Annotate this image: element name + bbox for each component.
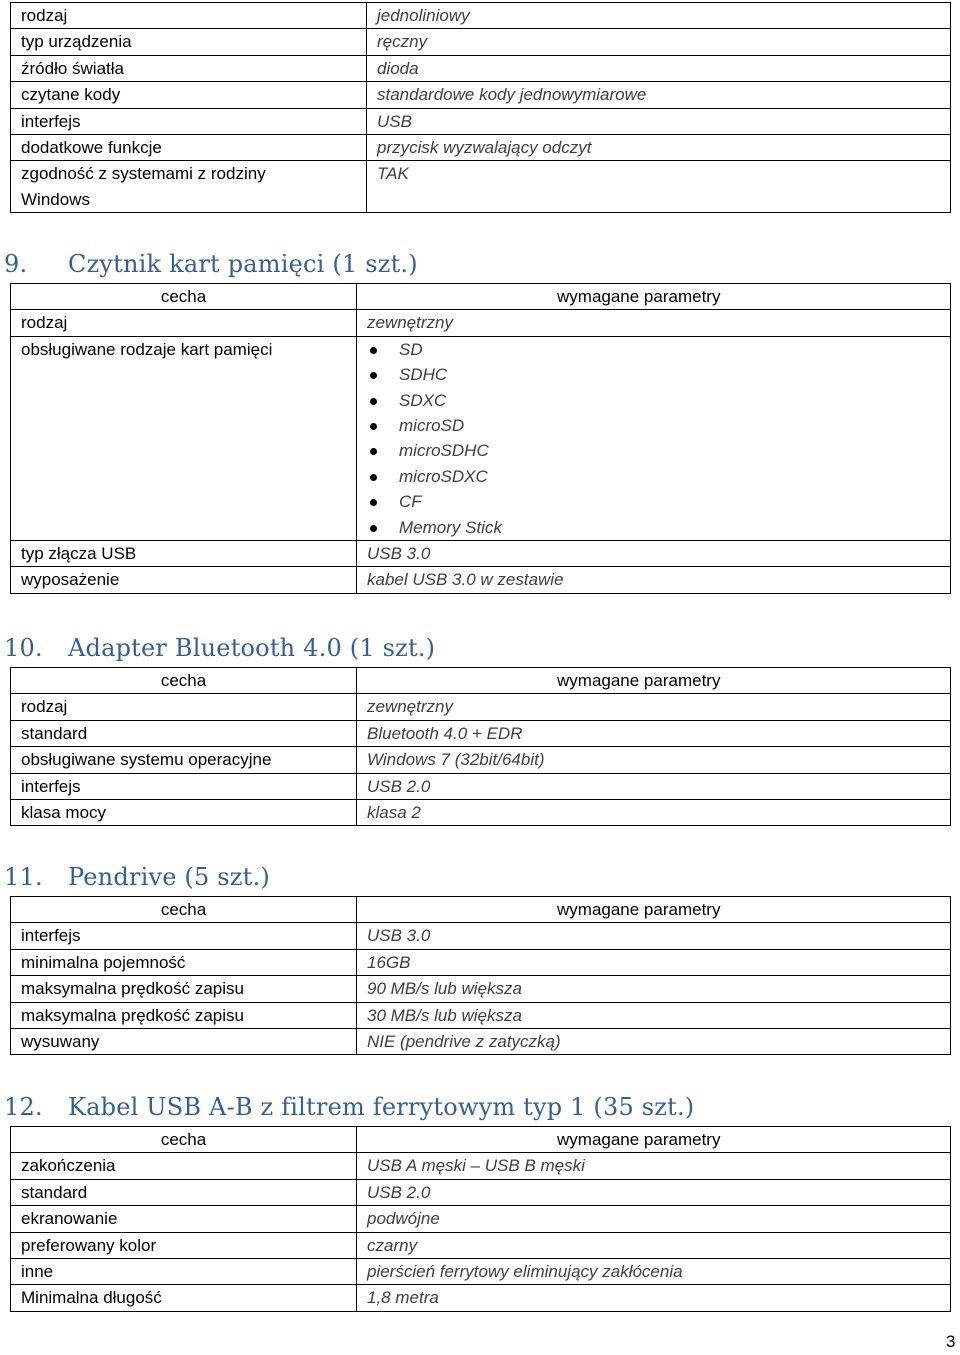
row-value: przycisk wyzwalający odczyt xyxy=(367,135,951,161)
section-number: 9. xyxy=(4,250,28,278)
row-label: standard xyxy=(11,720,357,746)
row-value: pierścień ferrytowy eliminujący zakłócenia xyxy=(357,1259,951,1285)
row-value: standardowe kody jednowymiarowe xyxy=(367,82,951,108)
row-value: zewnętrzny xyxy=(357,310,951,336)
table-header-row xyxy=(11,1127,951,1153)
table-row xyxy=(11,1206,951,1232)
row-label: czytane kody xyxy=(11,82,367,108)
row-label: ekranowanie xyxy=(11,1206,357,1232)
row-label: interfejs xyxy=(11,108,367,134)
row-value-list xyxy=(357,336,951,540)
row-value: USB xyxy=(367,108,951,134)
table-row xyxy=(11,135,951,161)
row-label: preferowany kolor xyxy=(11,1232,357,1258)
usb-cable-table xyxy=(10,1126,951,1312)
row-label: typ złącza USB xyxy=(11,540,357,566)
row-value: TAK xyxy=(367,161,951,213)
table-row xyxy=(11,540,951,566)
row-value: NIE (pendrive z zatyczką) xyxy=(357,1029,951,1055)
table-row xyxy=(11,310,951,336)
table-row xyxy=(11,1153,951,1179)
top-spec-table xyxy=(10,2,951,213)
header-parametry: wymagane parametry xyxy=(357,284,951,310)
row-value: ręczny xyxy=(367,29,951,55)
table-row xyxy=(11,720,951,746)
row-label: obsługiwane rodzaje kart pamięci xyxy=(11,336,357,540)
section-heading xyxy=(4,634,435,662)
table-row xyxy=(11,29,951,55)
row-value: USB A męski – USB B męski xyxy=(357,1153,951,1179)
list-item: CF xyxy=(367,489,950,514)
row-value: kabel USB 3.0 w zestawie xyxy=(357,567,951,593)
section-title: Czytnik kart pamięci (1 szt.) xyxy=(68,250,418,278)
pendrive-table xyxy=(10,896,951,1055)
row-value: czarny xyxy=(357,1232,951,1258)
row-label: wyposażenie xyxy=(11,567,357,593)
row-value: 30 MB/s lub większa xyxy=(357,1002,951,1028)
row-value: jednoliniowy xyxy=(367,3,951,29)
row-label: maksymalna prędkość zapisu xyxy=(11,1002,357,1028)
table-row xyxy=(11,82,951,108)
section-number: 12. xyxy=(4,1093,43,1121)
table-header-row xyxy=(11,668,951,694)
row-value: dioda xyxy=(367,55,951,81)
bluetooth-table xyxy=(10,667,951,826)
table-row xyxy=(11,694,951,720)
table-header-row xyxy=(11,284,951,310)
table-row xyxy=(11,949,951,975)
row-value: USB 2.0 xyxy=(357,1179,951,1205)
row-label: źródło światła xyxy=(11,55,367,81)
row-value: klasa 2 xyxy=(357,800,951,826)
row-label: dodatkowe funkcje xyxy=(11,135,367,161)
table-header-row xyxy=(11,897,951,923)
section-title: Pendrive (5 szt.) xyxy=(68,863,270,891)
row-value: USB 3.0 xyxy=(357,923,951,949)
row-label: obsługiwane systemu operacyjne xyxy=(11,747,357,773)
section-heading xyxy=(4,250,418,278)
table-row xyxy=(11,1285,951,1311)
table-row xyxy=(11,800,951,826)
table-row xyxy=(11,1259,951,1285)
row-value: Bluetooth 4.0 + EDR xyxy=(357,720,951,746)
row-label: Minimalna długość xyxy=(11,1285,357,1311)
row-label: klasa mocy xyxy=(11,800,357,826)
row-value: podwójne xyxy=(357,1206,951,1232)
row-label: zakończenia xyxy=(11,1153,357,1179)
row-value: USB 2.0 xyxy=(357,773,951,799)
row-value: 1,8 metra xyxy=(357,1285,951,1311)
table-row xyxy=(11,567,951,593)
list-item: SD xyxy=(367,337,950,362)
header-cecha: cecha xyxy=(11,1127,357,1153)
section-title: Kabel USB A-B z filtrem ferrytowym typ 1 (35 szt.) xyxy=(68,1093,695,1121)
table-row xyxy=(11,55,951,81)
section-number: 10. xyxy=(4,634,43,662)
table-row xyxy=(11,1002,951,1028)
row-label: zgodność z systemami z rodziny Windows xyxy=(11,161,367,213)
table-row xyxy=(11,976,951,1002)
section-title: Adapter Bluetooth 4.0 (1 szt.) xyxy=(68,634,436,662)
row-label: standard xyxy=(11,1179,357,1205)
table-row xyxy=(11,1029,951,1055)
card-types-list xyxy=(367,337,950,540)
row-value: 16GB xyxy=(357,949,951,975)
table-row xyxy=(11,923,951,949)
table-row xyxy=(11,773,951,799)
list-item: SDXC xyxy=(367,388,950,413)
row-label: rodzaj xyxy=(11,3,367,29)
table-row xyxy=(11,108,951,134)
section-heading xyxy=(4,863,270,891)
table-row xyxy=(11,3,951,29)
list-item: microSDHC xyxy=(367,438,950,463)
header-cecha: cecha xyxy=(11,897,357,923)
header-parametry: wymagane parametry xyxy=(357,897,951,923)
header-cecha: cecha xyxy=(11,284,357,310)
row-label: inne xyxy=(11,1259,357,1285)
row-value: zewnętrzny xyxy=(357,694,951,720)
list-item: Memory Stick xyxy=(367,515,950,540)
page-number: 3 xyxy=(946,1332,956,1351)
table-row xyxy=(11,1179,951,1205)
table-row xyxy=(11,747,951,773)
row-label: rodzaj xyxy=(11,310,357,336)
row-label: rodzaj xyxy=(11,694,357,720)
table-row xyxy=(11,161,951,213)
header-parametry: wymagane parametry xyxy=(357,1127,951,1153)
row-label: wysuwany xyxy=(11,1029,357,1055)
section-heading xyxy=(4,1093,694,1121)
row-label: typ urządzenia xyxy=(11,29,367,55)
header-cecha: cecha xyxy=(11,668,357,694)
header-parametry: wymagane parametry xyxy=(357,668,951,694)
row-value: Windows 7 (32bit/64bit) xyxy=(357,747,951,773)
section-number: 11. xyxy=(4,863,43,891)
row-value: 90 MB/s lub większa xyxy=(357,976,951,1002)
list-item: microSD xyxy=(367,413,950,438)
list-item: microSDXC xyxy=(367,464,950,489)
card-reader-table xyxy=(10,283,951,594)
table-row xyxy=(11,1232,951,1258)
row-label: interfejs xyxy=(11,773,357,799)
list-item: SDHC xyxy=(367,362,950,387)
table-row xyxy=(11,336,951,540)
row-value: USB 3.0 xyxy=(357,540,951,566)
row-label: maksymalna prędkość zapisu xyxy=(11,976,357,1002)
row-label: minimalna pojemność xyxy=(11,949,357,975)
row-label: interfejs xyxy=(11,923,357,949)
